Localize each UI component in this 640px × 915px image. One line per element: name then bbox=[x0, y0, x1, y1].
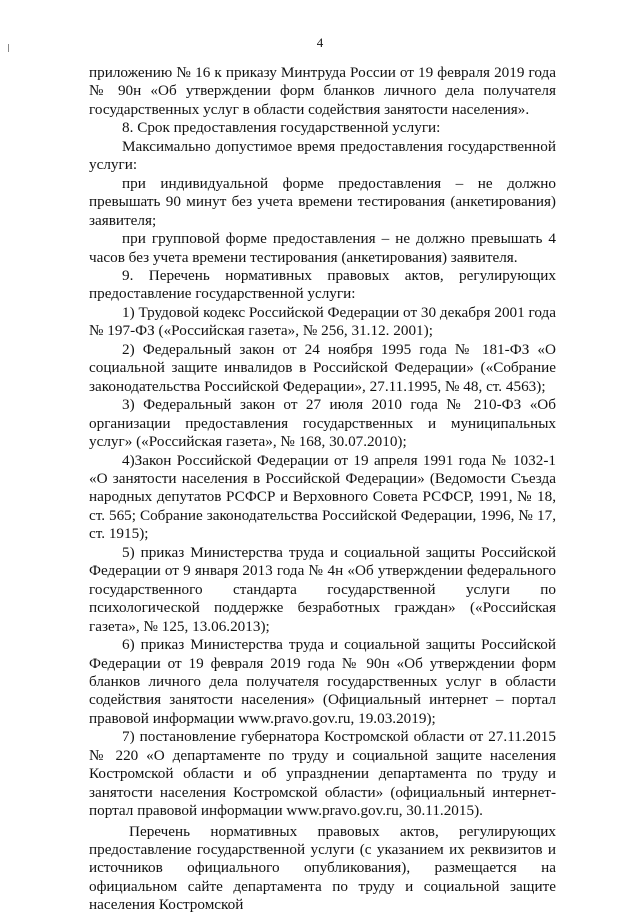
paragraph-item-9-heading: 9. Перечень нормативных правовых актов, регулирующих предоставление государственной услуги: bbox=[89, 266, 556, 303]
paragraph-list-publication: Перечень нормативных правовых актов, регулирующих предоставление государственной услуги (с указанием их реквизитов и источников официального опубликования), размещается на официальном сайте департамента по труду и социальной защите населения Костромской bbox=[89, 822, 556, 914]
paragraph-act-4: 4)Закон Российской Федерации от 19 апреля 1991 года № 1032-1 «О занятости населения в Российской Федерации» (Ведомости Съезда народных депутатов РСФСР и Верховного Совета РСФСР, 1991, № 18, ст. 565; Собрание законодательства Российской Федерации, 1996, № 17, ст. 1915); bbox=[89, 451, 556, 543]
paragraph-item-8-heading: 8. Срок предоставления государственной услуги: bbox=[122, 119, 441, 137]
paragraph-act-1: 1) Трудовой кодекс Российской Федерации от 30 декабря 2001 года № 197-ФЗ («Российская газета», № 256, 31.12. 2001); bbox=[89, 303, 556, 340]
paragraph-group-form: при групповой форме предоставления – не должно превышать 4 часов без учета времени тестирования (анкетирования) заявителя. bbox=[89, 230, 556, 266]
paragraph-act-5: 5) приказ Министерства труда и социальной защиты Российской Федерации от 9 января 2013 года № 4н «Об утверждении федерального государственного стандарта государственной услуги по психологической поддержке безработных граждан» («Российская газета», № 125, 13.06.2013); bbox=[89, 543, 556, 635]
paragraph-act-2: 2) Федеральный закон от 24 ноября 1995 года № 181-ФЗ «О социальной защите инвалидов в Российской Федерации» («Собрание законодательства Российской Федерации», 27.11.1995, № 48, ст. 4563); bbox=[89, 340, 556, 395]
paragraph-act-3: 3) Федеральный закон от 27 июля 2010 года № 210-ФЗ «Об организации предоставления государственных и муниципальных услуг» («Российская газета», № 168, 30.07.2010); bbox=[89, 396, 556, 451]
paragraph-act-7: 7) постановление губернатора Костромской области от 27.11.2015 № 220 «О департаменте по труду и социальной защите населения Костромской области и об упразднении департамента по труду и занятости населения Костромской области» (официальный интернет-портал правовой информации www.pravo.gov.ru, 30.11.2015). bbox=[89, 728, 556, 820]
paragraph-continued-appendix: приложению № 16 к приказу Минтруда России от 19 февраля 2019 года № 90н «Об утверждении форм бланков личного дела получателя государственных услуг в области содействия занятости населения». bbox=[89, 64, 556, 118]
page-number: 4 bbox=[316, 35, 324, 50]
paragraph-act-6: 6) приказ Министерства труда и социальной защиты Российской Федерации от 19 февраля 2019 года № 90н «Об утверждении форм бланков личного дела получателя государственных услуг в области содействия занятости населения» (Официальный интернет – портал правовой информации www.pravo.gov.ru, 19.03.2019); bbox=[89, 636, 556, 727]
document-body bbox=[89, 64, 556, 915]
paragraph-individual-form: при индивидуальной форме предоставления – не должно превышать 90 минут без учета времени тестирования (анкетирования) заявителя; bbox=[89, 174, 556, 229]
paragraph-max-time: Максимально допустимое время предоставления государственной услуги: bbox=[89, 137, 556, 174]
margin-mark bbox=[8, 44, 9, 52]
